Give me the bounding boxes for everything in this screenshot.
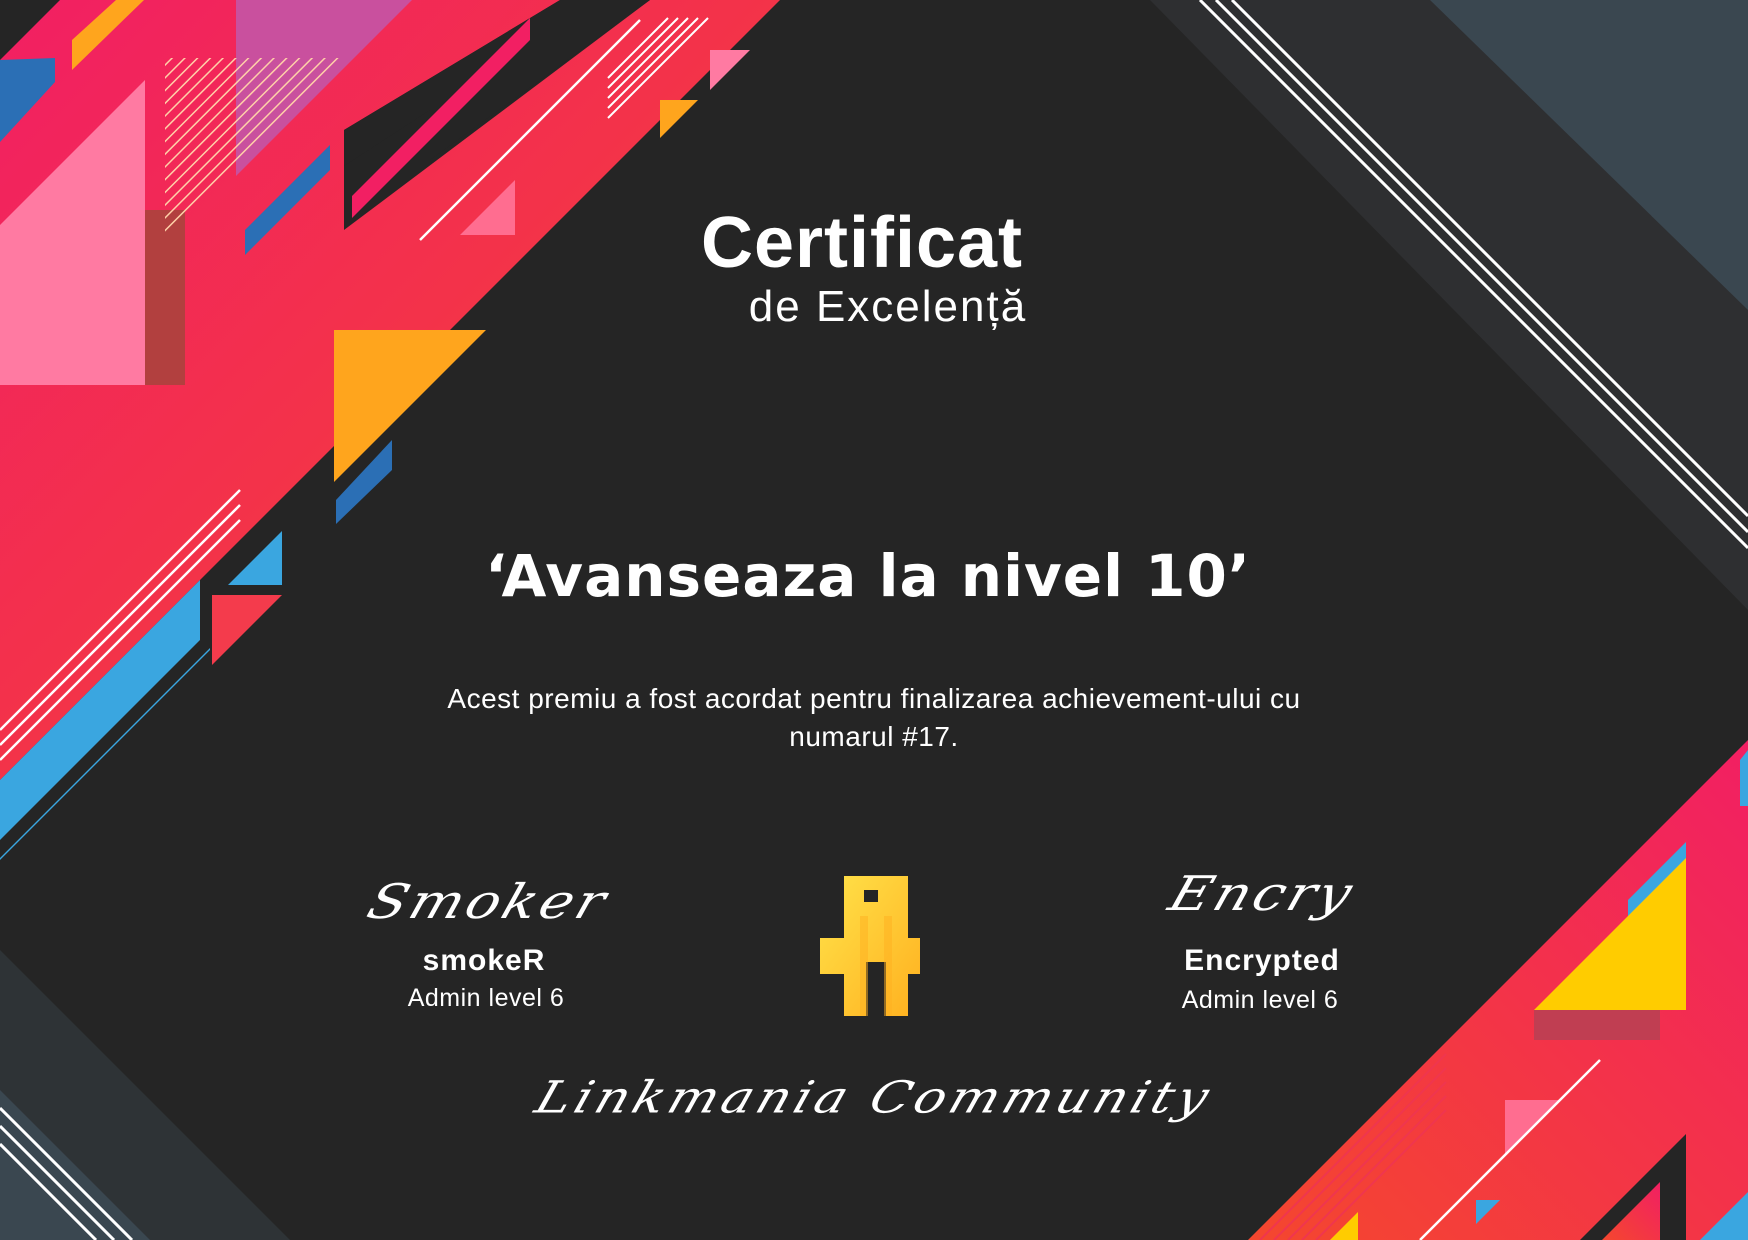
achievement-name: ‘Avanseaza la nivel 10’ — [485, 542, 1251, 610]
certificate-subtitle: de Excelență — [748, 282, 1028, 331]
slate-band-bottom-left — [0, 950, 290, 1240]
slate-band-top-right — [1150, 0, 1748, 610]
signatory-name-left: smokeR — [422, 944, 546, 977]
signature-left: Smoker — [360, 874, 616, 931]
award-description: Acest premiu a fost acordat pentru finalizarea achievement-ului cu numarul #17. — [447, 683, 1301, 752]
community-signature: Linkmania Community — [528, 1072, 1220, 1124]
pixel-robot-icon — [820, 876, 920, 1016]
signatory-role-left: Admin level 6 — [407, 984, 565, 1012]
signatory-name-right: Encrypted — [1184, 944, 1340, 977]
signatory-role-right: Admin level 6 — [1181, 986, 1339, 1014]
signature-right: Encry — [1162, 866, 1362, 923]
certificate-title: Certificat — [700, 203, 1024, 283]
